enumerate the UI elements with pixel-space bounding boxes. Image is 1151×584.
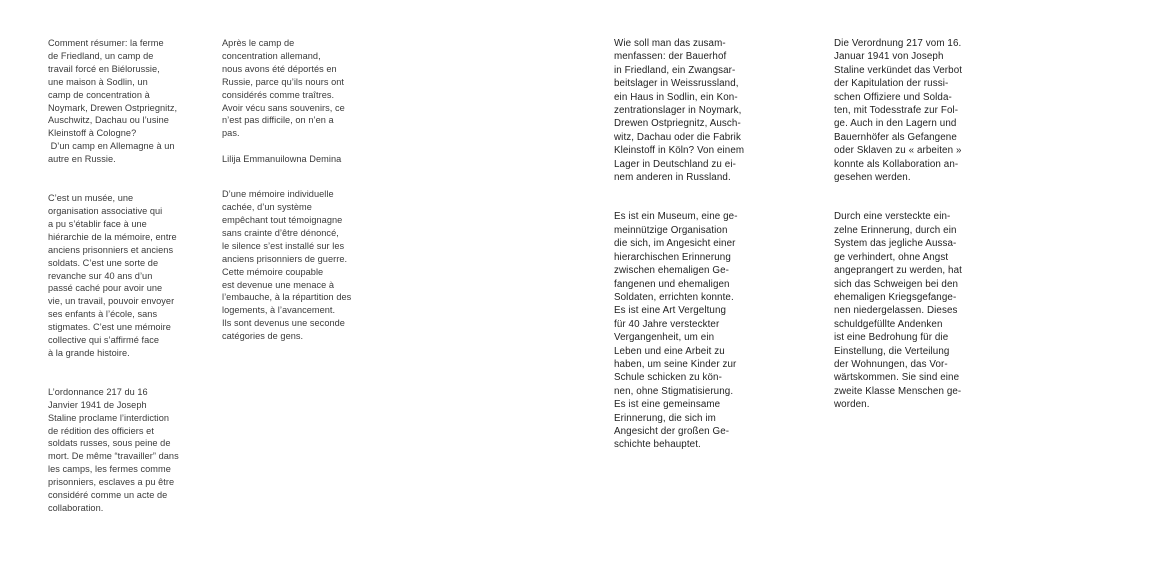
fr-paragraph-summary: Comment résumer: la ferme de Friedland, un camp de travail forcé en Biélorussie, une maison à Sodlin, un camp de concentration à Noymark, Drewen Ostpriegnitz, Auschwitz, Dachau ou l’usine Kleinstoff à Cologne? D’un camp en Allemagne à un autre en Russie. [48,38,178,165]
de-paragraph-memory: Durch eine versteckte ein- zelne Erinnerung, durch ein System das jegliche Aussa- ge verhindert, ohne Angst angeprangert zu werden, hat sich das Schweigen bei den ehemaligen Kriegsgefange- nen niedergelassen. Dieses schuldgefüllte Andenken ist eine Bedrohung für die Einstellung, die Verteilung der Wohnungen, das Vor- wärtskommen. Sie sind eine zweite Klasse Menschen ge- worden. [834,211,962,411]
fr-paragraph-memory: D’une mémoire individuelle cachée, d’un système empêchant tout témoignagne sans crainte d’être dénoncé, le silence s’est installé sur les anciens prisonniers de guerre. Cette mémoire coupable est devenue une menace à l’embauche, à la répartition des logements, à l’avancement. Ils sont devenus une seconde catégories de gens. [222,189,352,342]
de-paragraph-museum: Es ist ein Museum, eine ge- meinnützige Organisation die sich, im Angesicht einer hierarchischen Erinnerung zwischen ehemaligen Ge- fangenen und ehemaligen Soldaten, errichten konnte. Es ist eine Art Vergeltung für 40 Jahre versteckter Vergangenheit, um ein Leben und eine Arbeit zu haben, um seine Kinder zur Schule schicken zu kön- nen, ohne Stigmatisierung. Es ist eine gemeinsame Erinnerung, die sich im Angesicht der großen Ge- schichte behauptet. [614,211,738,451]
de-paragraph-ordinance: Die Verordnung 217 vom 16. Januar 1941 von Joseph Staline verkündet das Verbot der Kapitulation der russi- schen Offiziere und Solda- ten, mit Todesstrafe zur Fol- ge. Auch in den Lagern und Bauernhöfer als Gefangene oder Sklaven zu « arbeiten » konnte als Kollaboration an- gesehen werden. [834,38,963,184]
quote-signature: Lilija Emmanuilowna Demina [222,154,342,165]
german-column-2 [834,37,984,412]
french-column-1 [48,37,198,515]
german-column-1 [614,37,764,452]
fr-paragraph-quote: Après le camp de concentration allemand, nous avons été déportés en Russie, parce qu’ils nours ont considérés comme traîtres. Avoir vécu sans souvenirs, ce n’est pas difficile, on n’en a pas. [222,38,345,139]
de-paragraph-summary: Wie soll man das zusam- menfassen: der Bauerhof in Friedland, ein Zwangsar- beitslager in Weissrussland, ein Haus in Sodlin, ein Kon- zentrationslager in Noymark, Drewen Ostpriegnitz, Ausch- witz, Dachau oder die Fabrik Kleinstoff in Köln? Von einem Lager in Deutschland zu ei- nem anderen in Russland. [614,38,745,184]
french-column-2 [222,37,372,343]
fr-paragraph-ordinance: L’ordonnance 217 du 16 Janvier 1941 de Joseph Staline proclame l’interdiction de rédition des officiers et soldats russes, sous peine de mort. De même “travailler” dans les camps, les fermes comme prisonniers, esclaves a pu être considéré comme un acte de collaboration. [48,386,179,513]
fr-paragraph-museum: C’est un musée, une organisation associative qui a pu s’établir face à une hiérarchie de la mémoire, entre anciens prisonniers et anciens soldats. C’est une sorte de revanche sur 40 ans d’un passé caché pour avoir une vie, un travail, pouvoir envoyer ses enfants à l’école, sans stigmates. C’est une mémoire collective qui s’affirmé face à la grande histoire. [48,193,177,358]
